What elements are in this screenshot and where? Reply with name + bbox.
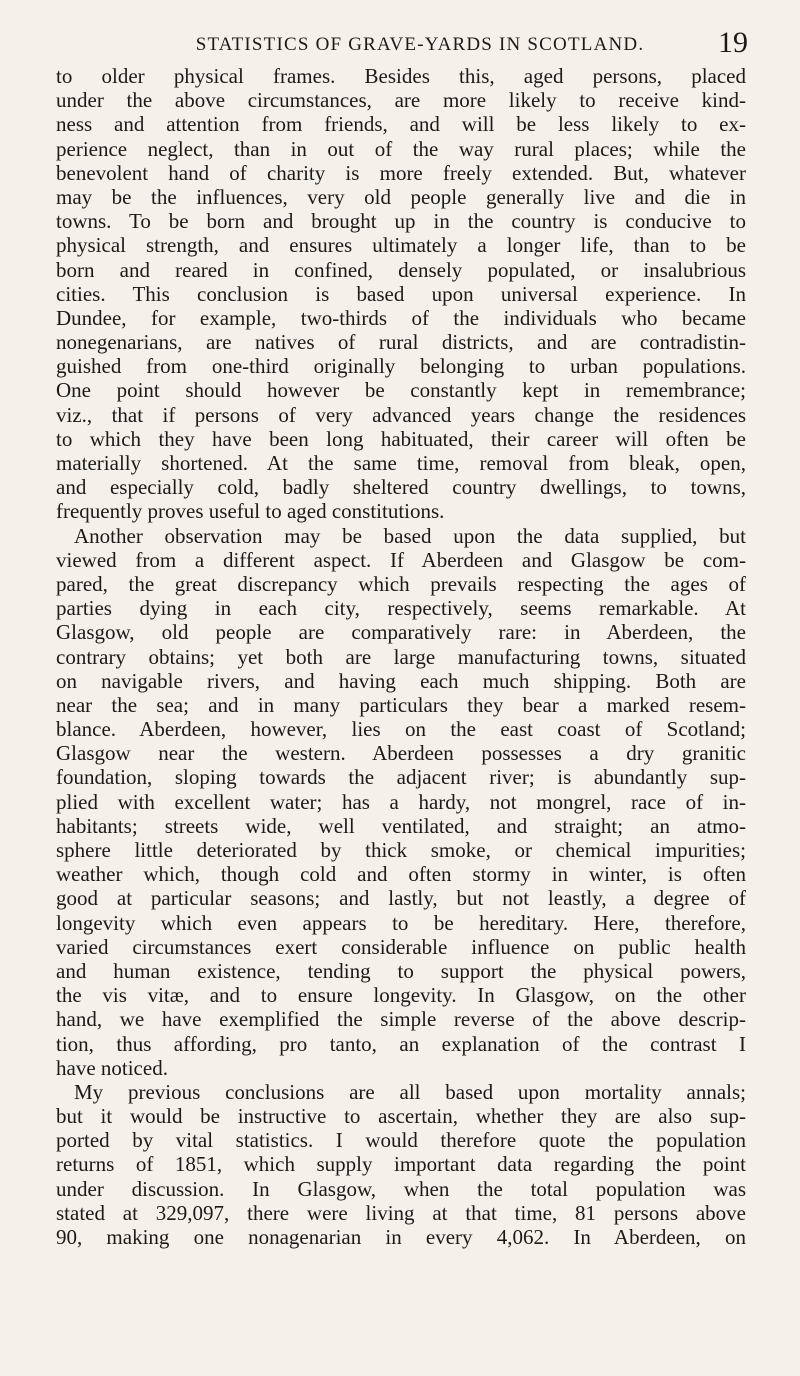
text-line: contrary obtains; yet both are large manufacturing towns, situated [56,644,746,669]
running-head [0,28,800,62]
text-line: Another observation may be based upon the data supplied, but [74,523,746,548]
text-line: good at particular seasons; and lastly, but not leastly, a degree of [56,886,746,911]
text-line: perience neglect, than in out of the way rural places; while the [56,136,746,161]
text-line: foundation, sloping towards the adjacent river; is abundantly sup- [56,765,746,790]
text-line: frequently proves useful to aged constitutions. [56,499,445,524]
text-line: and especially cold, badly sheltered country dwellings, to towns, [56,475,746,500]
text-line: plied with excellent water; has a hardy, not mongrel, race of in- [56,789,746,814]
text-line: Glasgow near the western. Aberdeen possesses a dry granitic [56,741,746,766]
text-line: Glasgow, old people are comparatively rare: in Aberdeen, the [56,620,746,645]
text-line: Dundee, for example, two-thirds of the individuals who became [56,305,746,330]
text-line: ported by vital statistics. I would therefore quote the population [56,1128,746,1153]
text-line: materially shortened. At the same time, removal from bleak, open, [56,451,746,475]
text-line: benevolent hand of charity is more freely extended. But, whatever [56,160,746,185]
text-line: and human existence, tending to support the physical powers, [56,958,746,983]
text-line: parties dying in each city, respectively, seems remarkable. At [56,596,746,621]
text-line: weather which, though cold and often stormy in winter, is often [56,862,746,887]
text-line: physical strength, and ensures ultimately a longer life, than to be [56,233,746,258]
text-line: cities. This conclusion is based upon universal experience. In [56,281,746,306]
text-line: My previous conclusions are all based upon mortality annals; [74,1079,746,1104]
text-line: sphere little deteriorated by thick smoke, or chemical impurities; [56,838,746,862]
text-line: longevity which even appears to be hereditary. Here, therefore, [56,910,746,935]
text-line: blance. Aberdeen, however, lies on the east coast of Scotland; [56,717,746,742]
running-title: STATISTICS OF GRAVE-YARDS IN SCOTLAND. [195,34,645,55]
text-line: hand, we have exemplified the simple reverse of the above descrip- [56,1007,746,1032]
text-line: near the sea; and in many particulars they bear a marked resem- [56,692,746,717]
text-line: born and reared in confined, densely populated, or insalubrious [56,257,746,282]
text-line: towns. To be born and brought up in the country is conducive to [56,209,746,234]
text-line: pared, the great discrepancy which prevails respecting the ages of [56,571,746,596]
text-line: 90, making one nonagenarian in every 4,062. In Aberdeen, on [56,1225,746,1249]
text-line: the vis vitæ, and to ensure longevity. In Glasgow, on the other [56,983,746,1008]
text-line: to which they have been long habituated, their career will often be [56,426,746,451]
text-line: habitants; streets wide, well ventilated, and straight; an atmo- [56,813,746,838]
text-line: to older physical frames. Besides this, aged persons, placed [56,64,746,88]
text-line: under discussion. In Glasgow, when the total population was [56,1176,746,1201]
text-line: under the above circumstances, are more likely to receive kind- [56,88,746,113]
text-line: One point should however be constantly kept in remembrance; [56,378,746,403]
text-line: on navigable rivers, and having each much shipping. Both are [56,668,746,693]
text-line: but it would be instructive to ascertain, whether they are also sup- [56,1104,746,1129]
text-line: returns of 1851, which supply important data regarding the point [56,1152,746,1177]
page-number: 19 [718,26,748,59]
text-line: ness and attention from friends, and will be less likely to ex- [56,112,746,137]
body-text [56,64,746,1249]
text-line: viz., that if persons of very advanced years change the residences [56,402,746,427]
text-line: may be the influences, very old people generally live and die in [56,184,746,209]
text-line: varied circumstances exert considerable influence on public health [56,934,746,959]
text-line: tion, thus affording, pro tanto, an explanation of the contrast I [56,1031,746,1056]
text-line: viewed from a different aspect. If Aberdeen and Glasgow be com- [56,547,746,572]
text-line: nonegenarians, are natives of rural districts, and are contradistin- [56,330,746,355]
text-line: have noticed. [56,1055,168,1080]
text-line: stated at 329,097, there were living at that time, 81 persons above [56,1200,746,1225]
text-line: guished from one-third originally belonging to urban populations. [56,354,746,379]
